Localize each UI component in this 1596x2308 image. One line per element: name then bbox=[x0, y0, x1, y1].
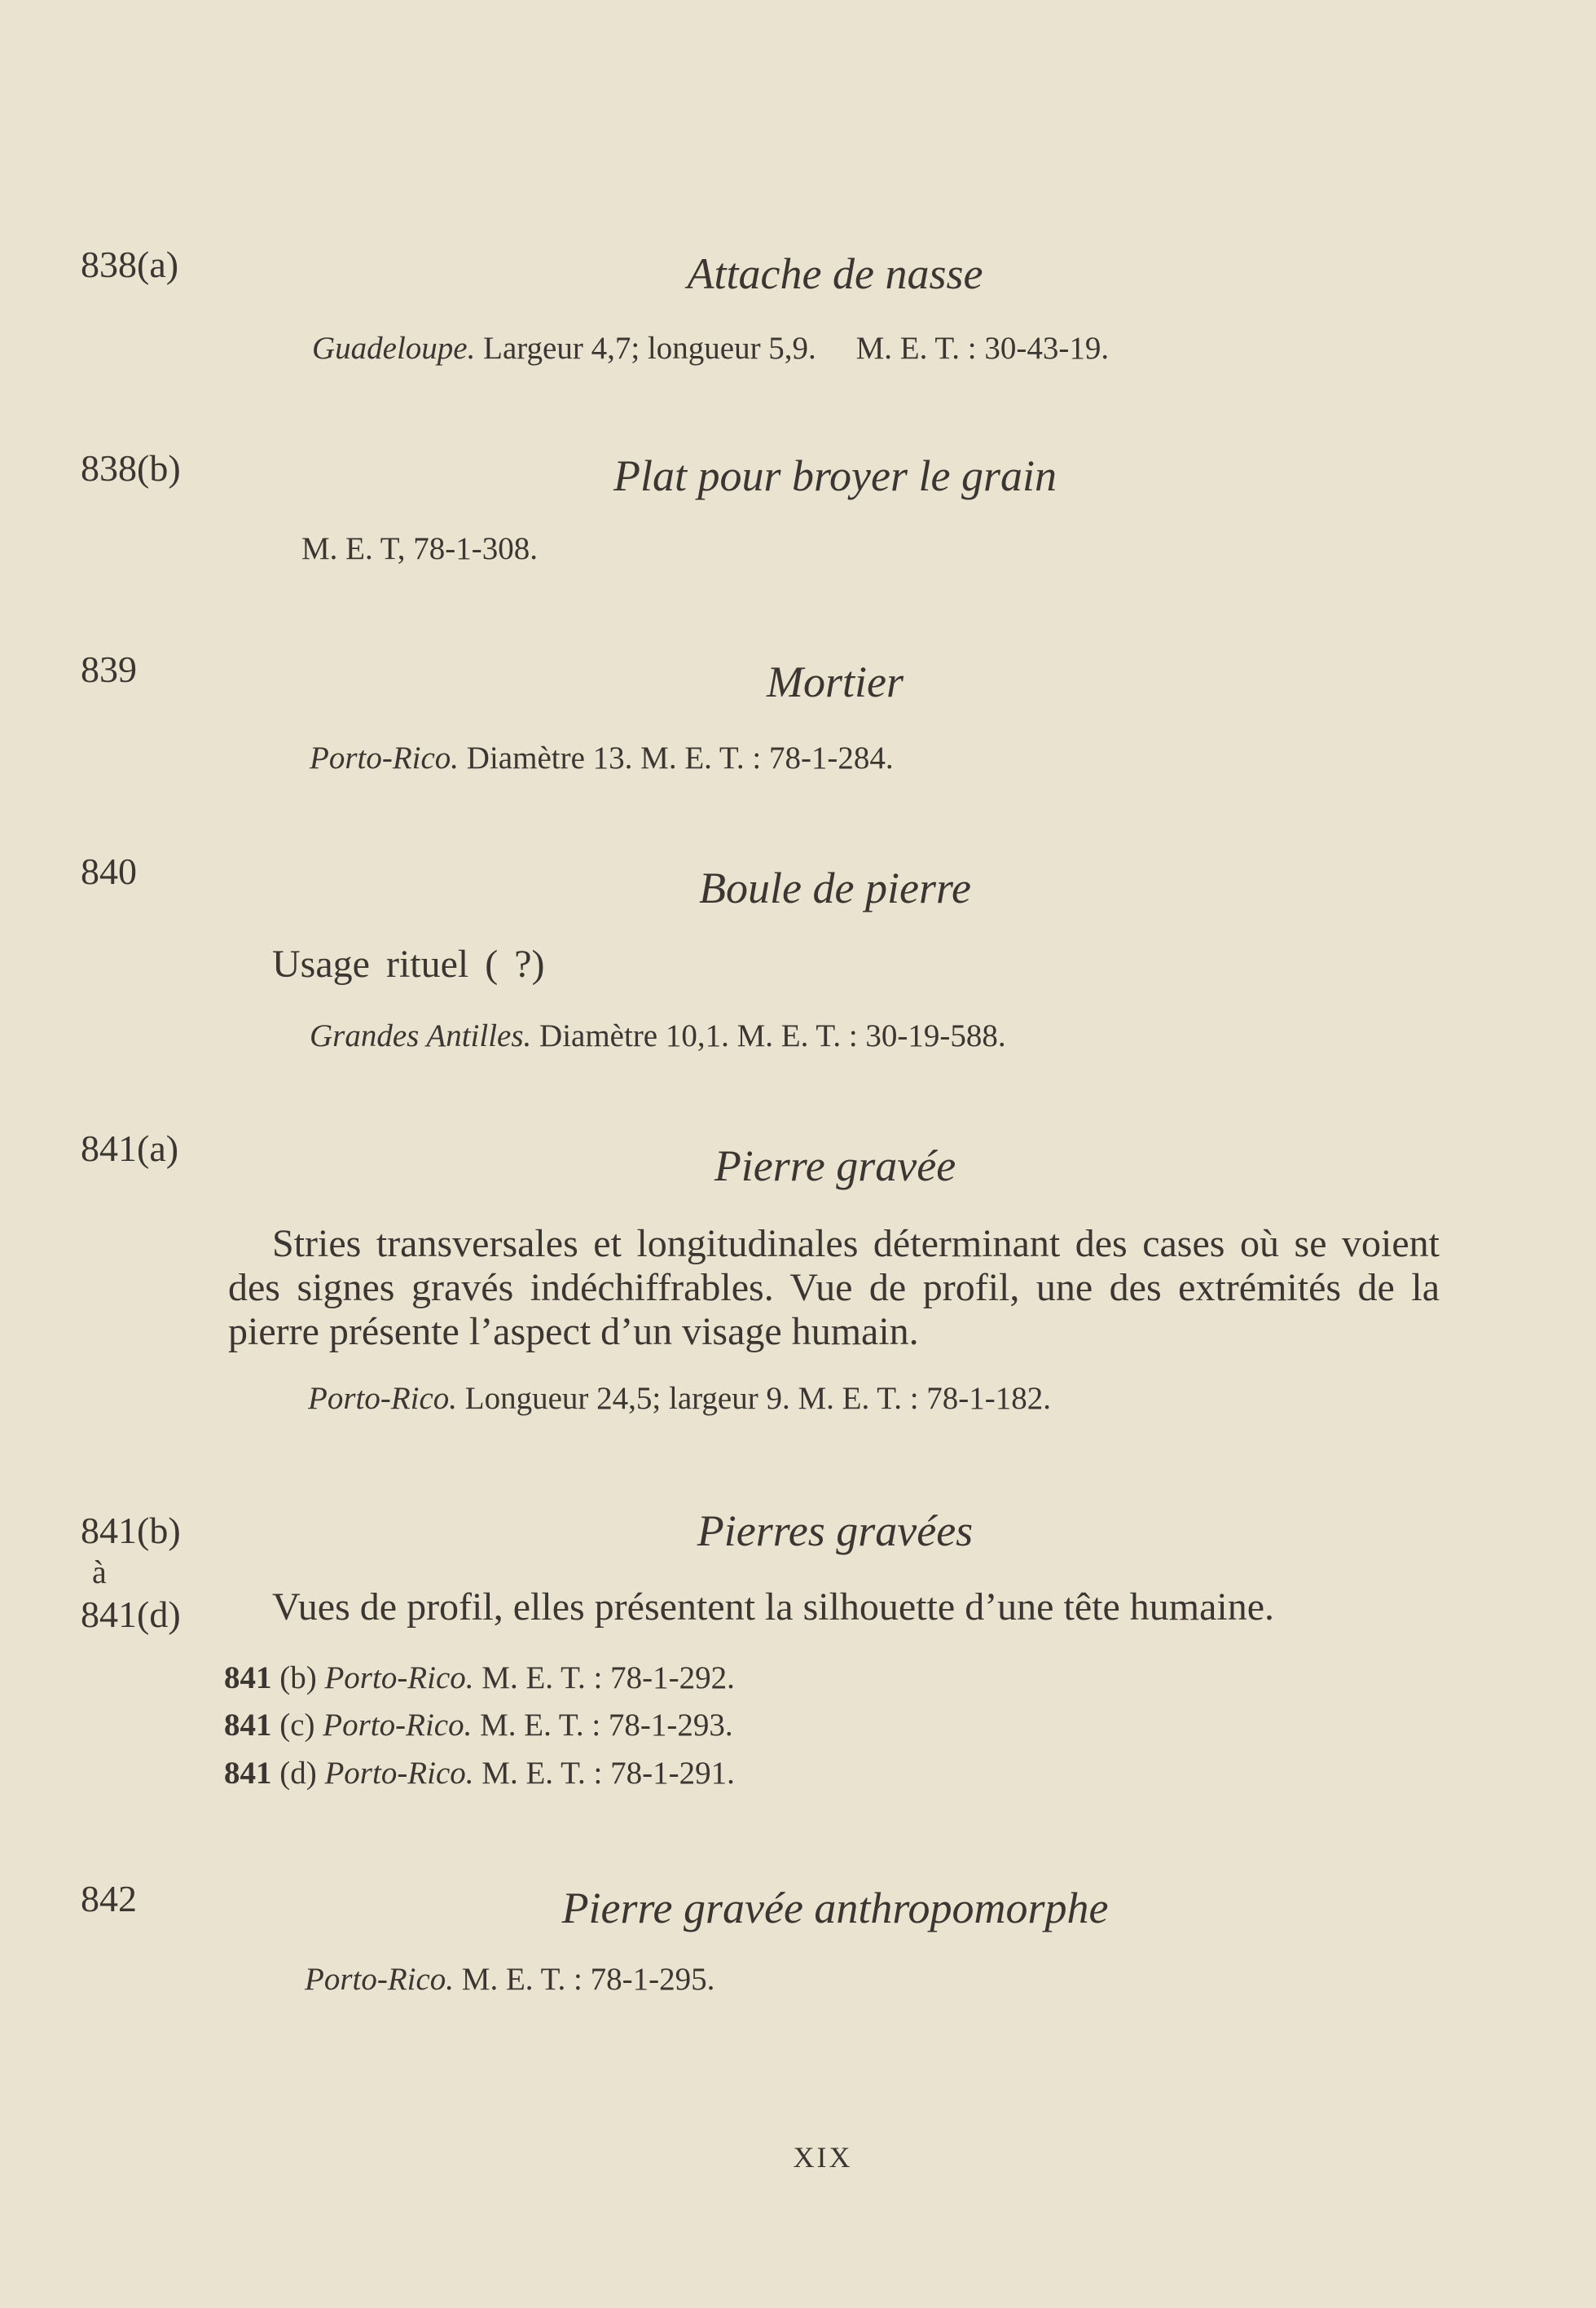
entry-title: Attache de nasse bbox=[687, 249, 983, 298]
place: Porto-Rico. bbox=[308, 1381, 458, 1416]
entry-description: Stries transversales et longitudinales déterminant des cases où se voient des signes gravés indéchiffrables. Vue de profil, une des extrémités de la pierre présente l’aspect d’un visage humain. bbox=[228, 1222, 1440, 1353]
entry-title: Mortier bbox=[767, 657, 904, 706]
entry-title: Pierre gravée anthropomorphe bbox=[561, 1884, 1109, 1932]
entry-number: 842 bbox=[81, 1878, 137, 1919]
reference: M. E. T. : 30-19-588. bbox=[736, 1018, 1006, 1053]
place: Porto-Rico. bbox=[310, 741, 459, 776]
catalog-line bbox=[224, 1757, 735, 1789]
place: Porto-Rico. bbox=[324, 1756, 474, 1791]
item-sub: (c) bbox=[279, 1708, 315, 1743]
reference: M. E. T. : 78-1-291. bbox=[481, 1756, 735, 1791]
details: Largeur 4,7; longueur 5,9. bbox=[483, 331, 816, 366]
entry-number-separator: à bbox=[92, 1554, 107, 1590]
entry-number-to: 841(d) bbox=[81, 1594, 181, 1635]
item-sub: (d) bbox=[279, 1756, 317, 1791]
details: Diamètre 10,1. bbox=[539, 1018, 729, 1053]
catalog-line bbox=[224, 1709, 733, 1741]
entry-number: 838(b) bbox=[81, 447, 181, 489]
item-sub: (b) bbox=[279, 1660, 317, 1695]
catalog-line bbox=[301, 533, 538, 565]
entry-number: 839 bbox=[81, 648, 137, 690]
entry-title: Pierres gravées bbox=[697, 1506, 974, 1555]
details: Longueur 24,5; largeur 9. bbox=[464, 1381, 790, 1416]
place: Porto-Rico. bbox=[324, 1660, 474, 1695]
catalog-line bbox=[224, 1662, 735, 1694]
reference: M. E. T. : 78-1-284. bbox=[640, 741, 894, 776]
entry-number: 838(a) bbox=[81, 244, 179, 285]
reference: M. E. T. : 78-1-182. bbox=[798, 1381, 1052, 1416]
reference: M. E. T. : 30-43-19. bbox=[855, 331, 1110, 366]
catalog-line bbox=[312, 332, 1109, 364]
entry-title: Pierre gravée bbox=[714, 1141, 956, 1190]
reference: M. E. T. : 78-1-292. bbox=[481, 1660, 735, 1695]
item-number: 841 bbox=[224, 1756, 272, 1791]
item-number: 841 bbox=[224, 1660, 272, 1695]
entry-number-from: 841(b) bbox=[81, 1510, 181, 1551]
entry-title: Boule de pierre bbox=[699, 864, 971, 912]
entry-description: Usage rituel ( ?) bbox=[272, 943, 545, 986]
place: Grandes Antilles. bbox=[310, 1018, 532, 1053]
page-number: XIX bbox=[793, 2141, 853, 2174]
entry-description: Vues de profil, elles présentent la silhouette d’une tête humaine. bbox=[272, 1585, 1275, 1629]
catalog-line bbox=[305, 1963, 714, 1995]
reference: M. E. T, 78-1-308. bbox=[301, 531, 538, 566]
item-number: 841 bbox=[224, 1708, 272, 1743]
catalog-line bbox=[310, 1020, 1006, 1052]
place: Guadeloupe. bbox=[312, 331, 476, 366]
catalog-line bbox=[308, 1383, 1051, 1414]
entry-number: 840 bbox=[81, 851, 137, 892]
place: Porto-Rico. bbox=[305, 1962, 455, 1997]
entry-number: 841(a) bbox=[81, 1128, 179, 1169]
reference: M. E. T. : 78-1-293. bbox=[480, 1708, 733, 1743]
place: Porto-Rico. bbox=[323, 1708, 473, 1743]
reference: M. E. T. : 78-1-295. bbox=[461, 1962, 715, 1997]
details: Diamètre 13. bbox=[466, 741, 633, 776]
entry-title: Plat pour broyer le grain bbox=[613, 451, 1057, 500]
catalog-line bbox=[310, 742, 894, 774]
